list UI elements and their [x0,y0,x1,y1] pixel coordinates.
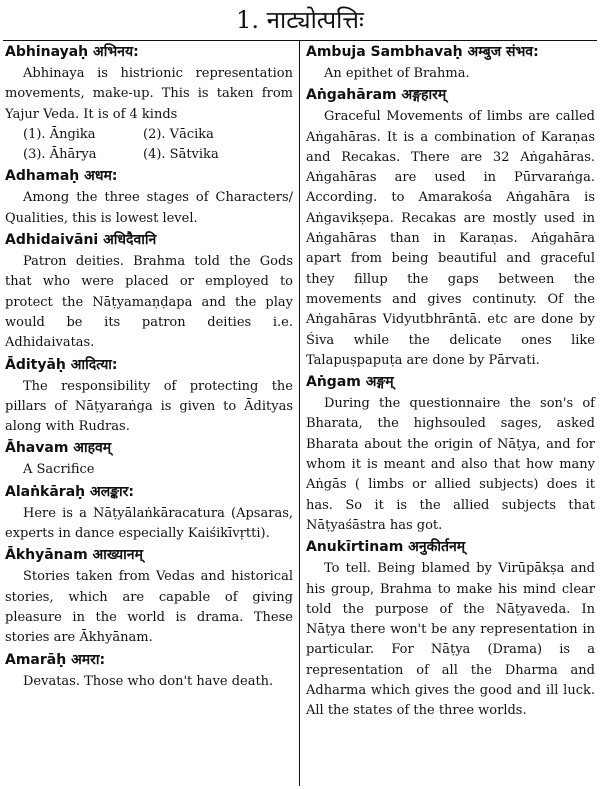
entry-definition: Patron deities. Brahma told the Gods that who were placed or employed to protect the Nāṭyamaṇḍapa and the play would be its patron deities i.e. Adhidaivatas. [5,254,293,351]
entry-ahavam [5,439,293,480]
entry-term: Aṅgam अङ्गम् [306,374,394,391]
entry-term: Abhinayaḥ अभिनय: [5,44,139,60]
entry-term: Aṅgahāram अङ्गहारम् [306,87,447,104]
entry-definition: Abhinaya is histrionic representation movements, make-up. This is taken from Yajur Veda. It is of 4 kinds [5,66,293,122]
kind-item: (1). Āngika [23,126,96,142]
entry-alankarah [5,483,293,545]
right-column [300,41,597,786]
entry-definition: The responsibility of protecting the pillars of Nāṭyaraṅga is given to Ādityas along with Rudras. [5,378,293,435]
entry-definition: An epithet of Brahma. [324,66,470,81]
entry-adityah [5,356,293,438]
entry-ambuja-sambhavah [306,43,595,84]
entry-term: Adhamaḥ अधम: [5,168,118,185]
entry-adhamah [5,167,293,229]
entry-definition: Devatas. Those who don't have death. [23,673,274,689]
entry-definition: Graceful Movements of limbs are called Aṅgahāras. It is a combination of Karaṇas and Recakas. There are 32 Aṅgahāras. Aṅgahāras are used in Pūrvaraṅga. According. to Amarakośa Aṅgahāra is Aṅgavikṣepa. Recakas are mostly used in Aṅgahāras than in Karaṇas. Aṅgahāra apart from being beautiful and graceful they fillup the gaps between the movements and gives continuty. Of the Aṅgahāras Vidyutbhrāntā. etc are done by Śiva while the delicate ones like Talapuṣpapuṭa are done by Pārvati. [306,109,595,368]
entry-term: Alaṅkāraḥ अलङ्कार: [5,483,134,500]
entry-angaharam [306,86,595,371]
entry-term: Ādityāḥ आदित्या: [5,356,118,373]
entry-definition: Here is a Nāṭyālaṅkāracatura (Apsaras, experts in dance especially Kaiśikīvṛtti). [5,505,293,542]
entry-definition: To tell. Being blamed by Virūpākṣa and his group, Brahma to make his mind clear told the purpose of the Nāṭyaveda. In Nāṭya there won't be any representation in particular. For Nāṭya (Drama) is a representation of all the Dharma and Adharma which gives the good and ill luck. All the states of the three worlds. [306,561,595,719]
chapter-title: 1. नाट्योत्पत्तिः [236,6,364,34]
entry-anukirtinam [306,538,595,721]
entry-amarah [5,651,293,692]
entry-definition: A Sacrifice [23,462,95,478]
entry-term: Āhavam आहवम् [5,440,112,457]
left-column [3,41,300,786]
entry-definition: Among the three stages of Characters/ Qualities, this is lowest level. [5,190,293,226]
entry-abhinayah [5,43,293,165]
entry-angam [306,373,595,536]
entry-term: Ākhyānam आख्यानम् [5,547,143,564]
entry-term: Adhidaivāni अधिदैवानि [5,232,157,249]
two-column-body [3,40,597,786]
kinds-list [5,125,293,166]
kind-item: (4). Sātvika [143,147,219,163]
entry-adhidaivani [5,231,293,353]
entry-definition: Stories taken from Vedas and historical stories, which are capable of giving pleasure in the world is drama. These stories are Ākhyānam. [5,569,293,646]
entry-term: Anukīrtinam अनुकीर्तनम् [306,539,466,556]
entry-term: Ambuja Sambhavaḥ अम्बुज संभव: [306,44,539,60]
entry-term: Amarāḥ अमरा: [5,651,106,668]
entry-akhyanam [5,546,293,648]
kind-item: (3). Āhārya [23,147,97,163]
kind-item: (2). Vācika [143,126,214,142]
entry-definition: During the questionnaire the son's of Bharata, the highsouled sages, asked Bharata about the origin of Nāṭya, and for whom it is meant and also that how many Aṅgās ( limbs or allied subjects) does it has. So it is the allied subjects that Nāṭyaśāstra has got. [306,396,595,533]
